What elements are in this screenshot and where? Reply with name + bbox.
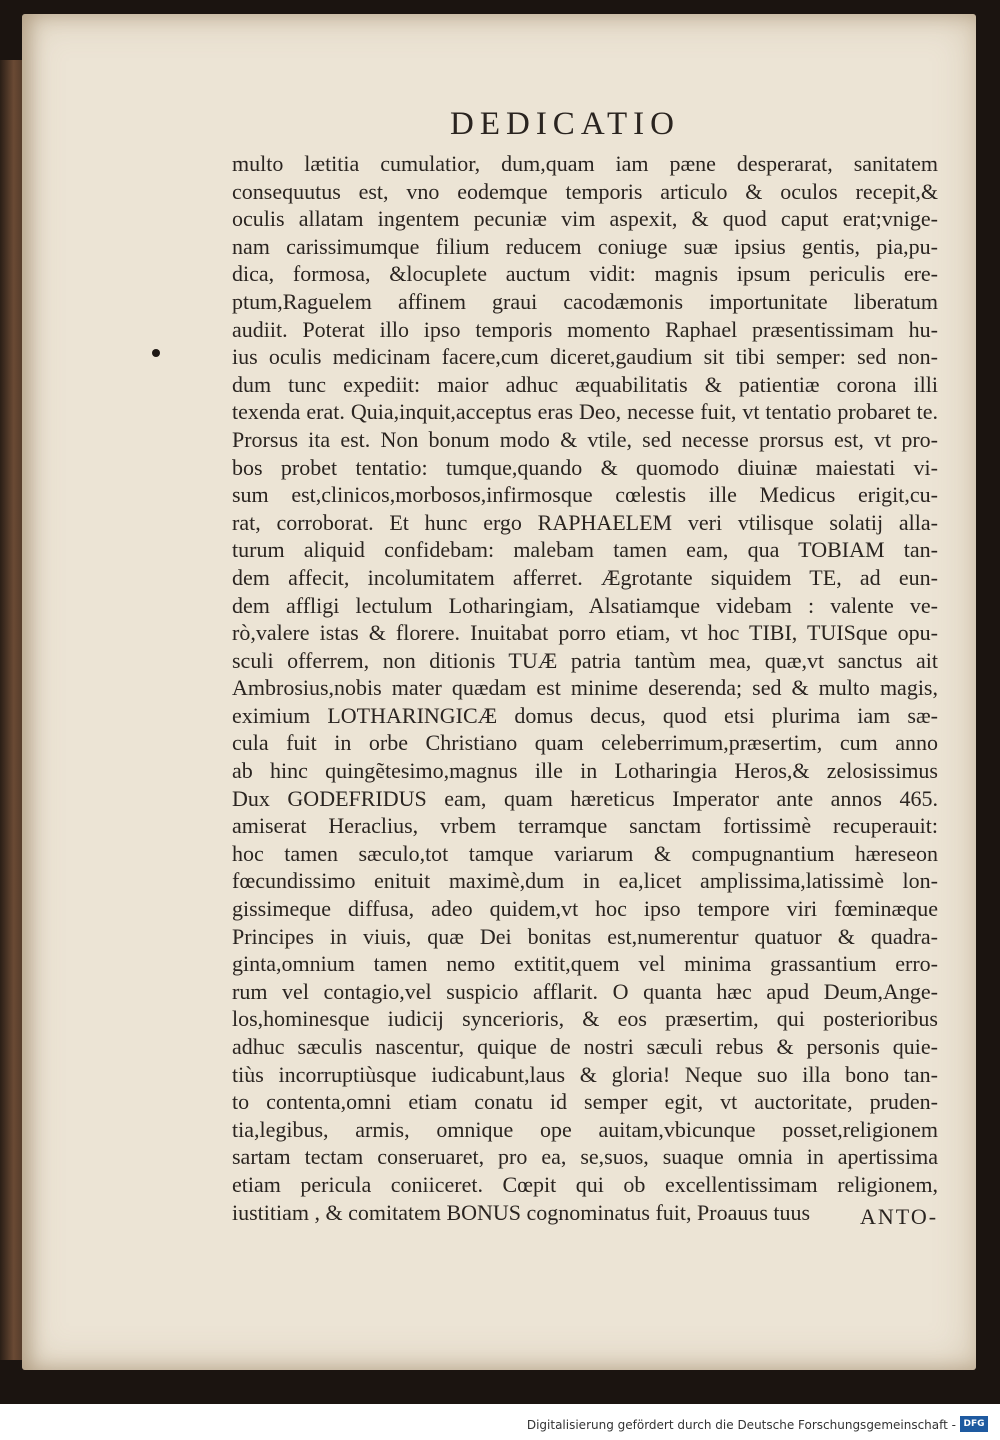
text-line: hoc tamen sæculo,tot tamque variarum & compugnantium hæreseon	[232, 840, 938, 866]
body-text	[232, 150, 938, 1226]
text-line: Prorsus ita est. Non bonum modo & vtile, sed necesse prorsus est, vt pro-	[232, 426, 938, 452]
text-line: Dux GODEFRIDUS eam, quam hæreticus Imperator ante annos 465.	[232, 785, 938, 811]
running-head: DEDICATIO	[450, 106, 680, 142]
text-line: to contenta,omni etiam conatu id semper egit, vt auctoritate, pruden-	[232, 1089, 938, 1115]
text-line: rum vel contagio,vel suspicio afflarit. O quanta hæc apud Deum,Ange-	[232, 978, 938, 1004]
text-line: dum tunc expediit: maior adhuc æquabilitatis & patientiæ corona illi	[232, 371, 938, 397]
text-line: dica, formosa, &locuplete auctum vidit: magnis ipsum periculis ere-	[232, 261, 938, 287]
text-line: tiùs incorruptiùsque iudicabunt,laus & gloria! Neque suo illa bono tan-	[232, 1061, 938, 1087]
text-line: fœcundissimo enituit maximè,dum in ea,licet amplissima,latissimè lon-	[232, 868, 938, 894]
text-line: ginta,omnium tamen nemo extitit,quem vel minima grassantium erro-	[232, 951, 938, 977]
text-line: Ambrosius,nobis mater quædam est minime deserenda; sed & multo magis,	[232, 675, 938, 701]
text-line: texenda erat. Quia,inquit,acceptus eras Deo, necesse fuit, vt tentatio probaret te.	[232, 399, 938, 425]
text-line: audiit. Poterat illo ipso temporis momento Raphael præsentissimam hu-	[232, 316, 938, 342]
ink-mark	[152, 349, 160, 357]
text-line: dem affecit, incolumitatem afferret. Ægrotante siquidem TE, ad eun-	[232, 564, 938, 590]
text-line: bos probet tentatio: tumque,quando & quomodo diuinæ maiestati vi-	[232, 454, 938, 480]
funding-notice: Digitalisierung gefördert durch die Deutsche Forschungsgemeinschaft -	[526, 1418, 956, 1432]
text-line: nam carissimumque filium reducem coniuge suæ ipsius gentis, pia,pu-	[232, 233, 938, 259]
text-line: ius oculis medicinam facere,cum diceret,gaudium sit tibi semper: sed non-	[232, 344, 938, 370]
text-line: rò,valere istas & florere. Inuitabat porro etiam, vt hoc TIBI, TUISque opu-	[232, 620, 938, 646]
text-line: ab hinc quingẽtesimo,magnus ille in Lotharingia Heros,& zelosissimus	[232, 758, 938, 784]
text-line: ptum,Raguelem affinem graui cacodæmonis importunitate liberatum	[232, 288, 938, 314]
catchword: ANTO-	[860, 1204, 939, 1229]
footer-bar	[0, 1404, 1000, 1440]
text-line: consequutus est, vno eodemque temporis articulo & oculos recepit,&	[232, 178, 938, 204]
text-line: gissimeque diffusa, adeo quidem,vt hoc ipso tempore viri fœminæque	[232, 896, 938, 922]
dfg-logo: DFG	[960, 1416, 988, 1432]
text-line: cula fuit in orbe Christiano quam celeberrimum,præsertim, cum anno	[232, 730, 938, 756]
text-line: Principes in viuis, quæ Dei bonitas est,numerentur quatuor & quadra-	[232, 923, 938, 949]
text-line: tia,legibus, armis, omnique ope auitam,vbicunque posset,religionem	[232, 1116, 938, 1142]
text-line: amiserat Heraclius, vrbem terramque sanctam fortissimè recuperauit:	[232, 813, 938, 839]
text-line: dem affligi lectulum Lotharingiam, Alsatiamque videbam : valente ve-	[232, 592, 938, 618]
text-line: multo lætitia cumulatior, dum,quam iam pæne desperarat, sanitatem	[232, 151, 938, 176]
text-line: sculi offerrem, non ditionis TUÆ patria tantùm mea, quæ,vt sanctus ait	[232, 647, 938, 673]
text-line: los,hominesque iudicij syncerioris, & eos præsertim, qui posterioribus	[232, 1006, 938, 1032]
text-line: oculis allatam ingentem pecuniæ vim aspexit, & quod caput erat;vnige-	[232, 206, 938, 232]
text-line: etiam pericula coniiceret. Cœpit qui ob excellentissimam religionem,	[232, 1171, 938, 1197]
text-line: rat, corroborat. Et hunc ergo RAPHAELEM veri vtilisque solatij alla-	[232, 509, 938, 535]
text-line: eximium LOTHARINGICÆ domus decus, quod etsi plurima iam sæ-	[232, 702, 938, 728]
text-line: turum aliquid confidebam: malebam tamen eam, qua TOBIAM tan-	[232, 537, 938, 563]
text-line: adhuc sæculis nascentur, quique de nostri sæculi rebus & personis quie-	[232, 1034, 938, 1059]
text-line: iustitiam , & comitatem BONUS cognominatus fuit, Proauus tuus	[232, 1199, 811, 1225]
text-line: sum est,clinicos,morbosos,infirmosque cœlestis ille Medicus erigit,cu-	[232, 482, 938, 508]
text-line: sartam tectam conseruaret, pro ea, se,suos, suaque omnia in apertissima	[232, 1144, 938, 1170]
